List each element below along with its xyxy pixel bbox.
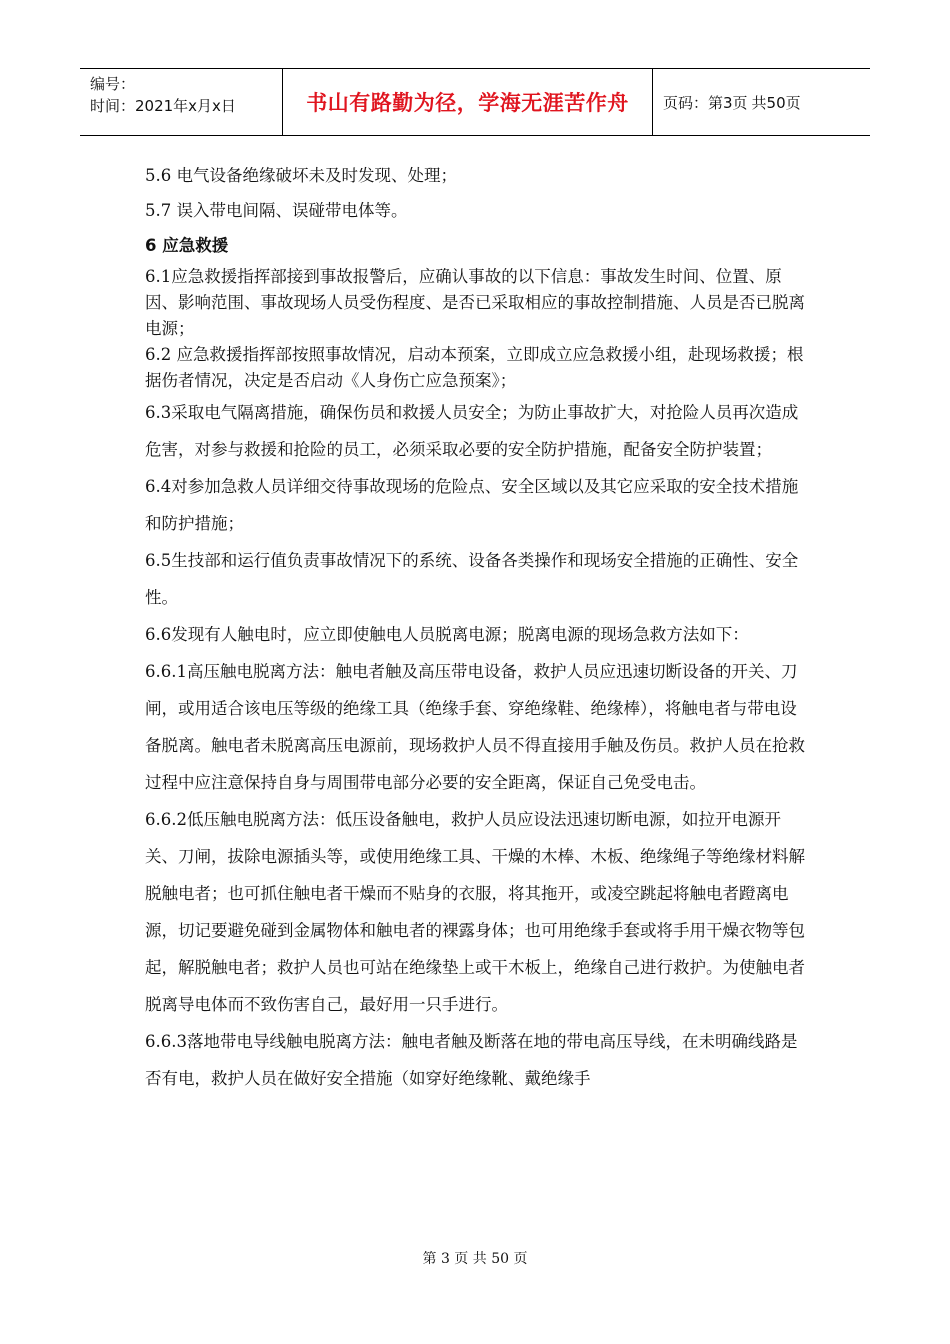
- paragraph-5-7: 5.7 误入带电间隔、误碰带电体等。: [145, 201, 408, 220]
- paragraph-6-3: 6.3采取电气隔离措施，确保伤员和救援人员安全；为防止事故扩大，对抢险人员再次造成危害，对参与救援和抢险的员工，必须采取必要的安全防护措施，配备安全防护装置；: [145, 403, 799, 459]
- paragraph-6-6-3: 6.6.3落地带电导线触电脱离方法：触电者触及断落在地的带电高压导线，在未明确线路是否有电，救护人员在做好安全措施（如穿好绝缘靴、戴绝缘手: [145, 1032, 798, 1088]
- header-motto-cell: [283, 69, 653, 135]
- paragraph-6-6: 6.6发现有人触电时，应立即使触电人员脱离电源；脱离电源的现场急救方法如下：: [145, 625, 749, 644]
- paragraph-6-4: 6.4对参加急救人员详细交待事故现场的危险点、安全区域以及其它应采取的安全技术措施和防护措施；: [145, 477, 799, 533]
- header-page-cell: [653, 69, 870, 135]
- total-pages-label: 共50页: [751, 93, 801, 112]
- paragraph-6-6-1: 6.6.1高压触电脱离方法：触电者触及高压带电设备，救护人员应迅速切断设备的开关、刀闸，或用适合该电压等级的绝缘工具（绝缘手套、穿绝缘鞋、绝缘棒），将触电者与带电设备脱离。触电者未脱离高压电源前，现场救护人员不得直接用手触及伤员。救护人员在抢救过程中应注意保持自身与周围带电部分必要的安全距离，保证自己免受电击。: [145, 662, 805, 792]
- paragraph-6-5: 6.5生技部和运行值负责事故情况下的系统、设备各类操作和现场安全措施的正确性、安全性。: [145, 551, 799, 607]
- paragraph-6-6-2: 6.6.2低压触电脱离方法：低压设备触电，救护人员应设法迅速切断电源，如拉开电源开关、刀闸，拔除电源插头等，或使用绝缘工具、干燥的木棒、木板、绝缘绳子等绝缘材料解脱触电者；也可抓住触电者干燥而不贴身的衣服，将其拖开，或凌空跳起将触电者蹬离电源，切记要避免碰到金属物体和触电者的裸露身体；也可用绝缘手套或将手用干燥衣物等包起，解脱触电者；救护人员也可站在绝缘垫上或干木板上，绝缘自己进行救护。为使触电者脱离导电体而不致伤害自己，最好用一只手进行。: [145, 810, 805, 1014]
- paragraph-6-1: 6.1应急救援指挥部接到事故报警后，应确认事故的以下信息：事故发生时间、位置、原因、影响范围、事故现场人员受伤程度、是否已采取相应的事故控制措施、人员是否已脱离电源；: [145, 267, 805, 338]
- header-info-cell: [80, 69, 283, 135]
- page-header: [80, 68, 870, 136]
- paragraph-6-2: 6.2 应急救援指挥部按照事故情况，启动本预案，立即成立应急救援小组，赴现场救援；根据伤者情况，决定是否启动《人身伤亡应急预案》；: [145, 345, 804, 390]
- number-label: 编号：: [90, 75, 136, 93]
- motto-text: 书山有路勤为径，学海无涯苦作舟: [306, 91, 629, 115]
- footer-page-number: 第 3 页 共 50 页: [422, 1251, 528, 1267]
- page-footer: [0, 1248, 950, 1268]
- paragraph-5-6: 5.6 电气设备绝缘破坏未及时发现、处理；: [145, 166, 457, 185]
- page-number-label: 页码：第3页: [663, 93, 748, 112]
- date-label: 时间：2021年x月x日: [90, 97, 236, 115]
- document-body: [145, 158, 813, 1097]
- section-heading-6: 6 应急救援: [145, 236, 229, 255]
